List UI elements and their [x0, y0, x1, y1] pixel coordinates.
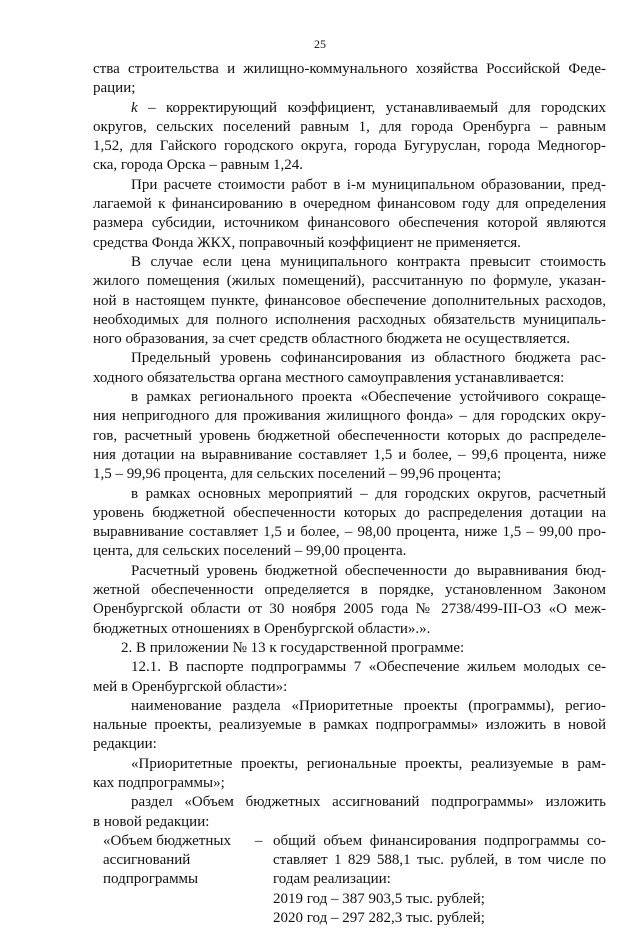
- passport-value-line: ставляет 1 829 588,1 тыс. рублей, в том числе по: [273, 852, 606, 869]
- passport-table-row: [93, 851, 606, 870]
- passport-label-line: подпрограммы: [103, 871, 199, 888]
- text-line: наименование раздела «Приоритетные проекты (программы), регио-: [131, 697, 606, 714]
- text-line: лагаемой к финансированию в очередном финансовом году для определения: [93, 196, 606, 213]
- coefficient-symbol: k: [131, 99, 138, 116]
- text-line: ходного обязательства органа местного самоуправления устанавливается:: [93, 369, 565, 386]
- document-body: [93, 60, 606, 928]
- text-line: в рамках основных мероприятий – для городских округов, расчетный: [131, 485, 606, 502]
- text-line: k – корректирующий коэффициент, устанавливаемый для городских: [131, 99, 606, 116]
- passport-value-line: 2020 год – 297 282,3 тыс. рублей;: [273, 910, 485, 927]
- text-line: округов, сельских поселений равным 1, для города Оренбурга – равным: [93, 118, 606, 135]
- passport-table-row: [93, 909, 606, 928]
- text-line: Расчетный уровень бюджетной обеспеченности до выравнивания бюд-: [131, 562, 606, 579]
- text-line: бюджетных отношениях в Оренбургской области».».: [93, 620, 431, 637]
- text-line: нальные проекты, реализуемые в рамках подпрограммы» изложить в новой: [93, 717, 606, 734]
- passport-table-row: [93, 890, 606, 909]
- text-line: редакции:: [93, 736, 157, 753]
- text-line: средства Фонда ЖКХ, поправочный коэффициент не применяется.: [93, 234, 521, 251]
- passport-dash: –: [255, 832, 263, 849]
- page-number: 25: [314, 37, 326, 51]
- text-line: в новой редакции:: [93, 813, 210, 830]
- text-line: «Приоритетные проекты, региональные проекты, реализуемые в рам-: [131, 755, 606, 772]
- passport-table-row: [93, 832, 606, 851]
- text-line: 1,5 – 99,96 процента, для сельских поселений – 99,96 процента;: [93, 466, 502, 483]
- text-line: мей в Оренбургской области»:: [93, 678, 288, 695]
- text-line: жилого помещения (жилых помещений), рассчитанную по формуле, указан-: [93, 273, 606, 290]
- text-line: В случае если цена муниципального контракта превысит стоимость: [131, 253, 606, 270]
- text-line: ния дотации на выравнивание составляет 1,5 и более, – 99,6 процента, ниже: [93, 446, 606, 463]
- text-line: ного образования, за счет средств областного бюджета не осуществляется.: [93, 331, 571, 348]
- text-line: необходимых для полного исполнения расходных обязательств муниципаль-: [93, 311, 606, 328]
- text-line: цента, для сельских поселений – 99,00 процента.: [93, 543, 407, 560]
- text-line: выравнивание составляет 1,5 и более, – 98,00 процента, ниже 1,5 – 99,00 про-: [93, 524, 606, 541]
- text-line: ства строительства и жилищно-коммунального хозяйства Российской Феде-: [93, 61, 606, 77]
- text-line: размера субсидии, источником финансового обеспечения которой являются: [93, 215, 606, 232]
- text-line: раздел «Объем бюджетных ассигнований подпрограммы» изложить: [131, 794, 606, 811]
- text-line: ках подпрограммы»;: [93, 774, 225, 791]
- text-line: При расчете стоимости работ в i-м муниципальном образовании, пред-: [131, 176, 606, 193]
- text-line: ния непригодного для проживания жилищного фонда» – для городских окру-: [93, 408, 606, 425]
- text-line-content: 2. В приложении № 13 к государственной программе:: [121, 639, 465, 656]
- passport-table-row: [93, 870, 606, 889]
- text-line: 12.1. В паспорте подпрограммы 7 «Обеспечение жильем молодых се-: [131, 659, 606, 676]
- text-line: уровень бюджетной обеспеченности которых до распределения дотации на: [93, 504, 606, 521]
- text-line: 1,52, для Гайского городского округа, города Бугуруслан, города Медногор-: [93, 138, 606, 155]
- passport-value-line: 2019 год – 387 903,5 тыс. рублей;: [273, 890, 485, 907]
- text-line: ска, города Орска – равным 1,24.: [93, 157, 304, 174]
- passport-label-line: ассигнований: [103, 852, 191, 869]
- passport-value-line: общий объем финансирования подпрограммы со-: [273, 832, 606, 849]
- text-line: рации;: [93, 80, 136, 97]
- text-line: в рамках регионального проекта «Обеспечение устойчивого сокраще-: [131, 389, 606, 406]
- passport-value-line: годам реализации:: [273, 871, 391, 888]
- text-line: Оренбургской области от 30 ноября 2005 года № 2738/499-III-ОЗ «О меж-: [93, 601, 606, 618]
- text-line: гов, расчетный уровень бюджетной обеспеченности которых до распределе-: [93, 427, 606, 444]
- text-line: Предельный уровень софинансирования из областного бюджета рас-: [131, 350, 606, 367]
- text-line: ной в настоящем пункте, финансовое обеспечение дополнительных расходов,: [93, 292, 606, 309]
- passport-label-line: «Объем бюджетных: [103, 832, 231, 849]
- text-line: [93, 639, 606, 658]
- text-line: жетной обеспеченности определяется в порядке, установленном Законом: [93, 582, 606, 599]
